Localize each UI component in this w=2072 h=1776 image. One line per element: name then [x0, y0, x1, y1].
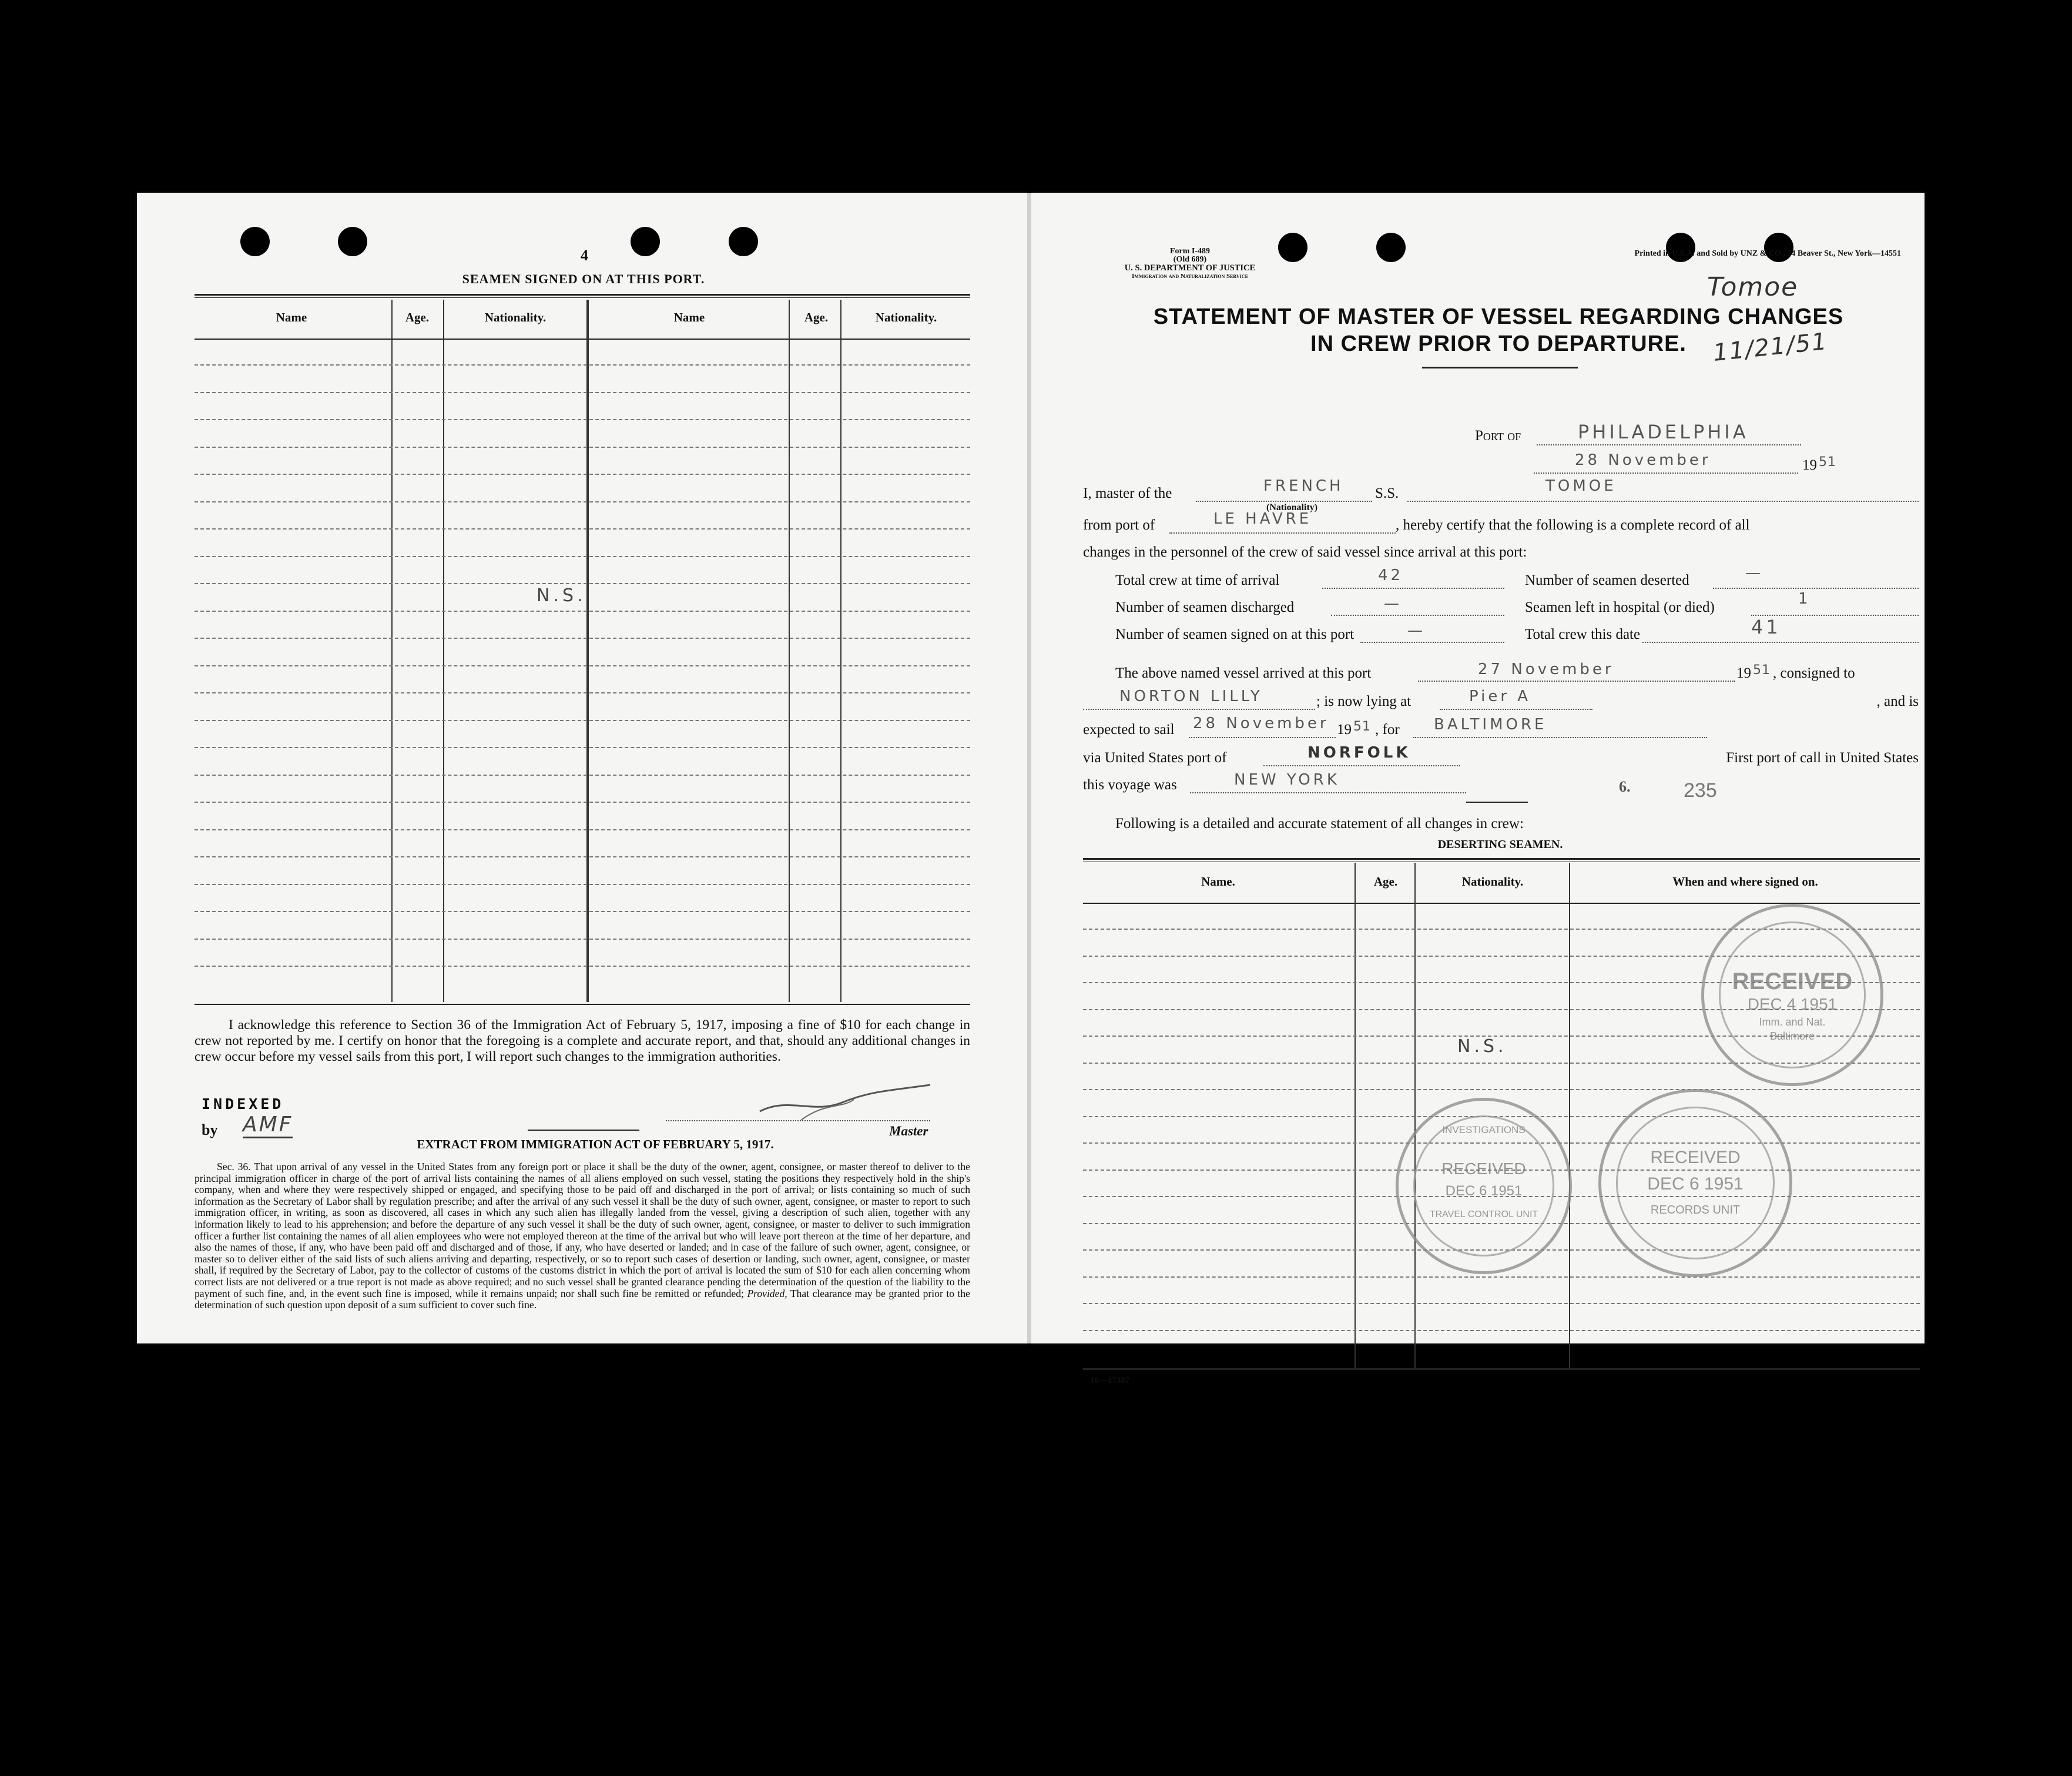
master-label: Master: [889, 1124, 928, 1138]
indexed-by-label: by: [202, 1121, 218, 1138]
arrived-value: 27 November: [1478, 661, 1614, 678]
expected-value: 28 November: [1193, 715, 1329, 732]
table-row: [1083, 1330, 1920, 1331]
deserted-value: —: [1745, 564, 1763, 582]
stamp-number: 6.: [1619, 778, 1631, 795]
first-port-label: First port of call in United States: [1726, 750, 1919, 766]
table-row: [195, 611, 970, 612]
received-stamp: RECEIVED DEC 4 1951 Imm. and Nat. Baltimore: [1701, 904, 1883, 1086]
table-row: [195, 856, 970, 857]
right-page: Form I-489 (Old 689) U. S. DEPARTMENT OF JUSTICE Immigration and Naturalization Service Printed in U.S.A. and Sold by UNZ & CO., 24 Beaver St., New York—14551 Tomoe 11/21/51 STATEMENT OF MASTER OF VESSEL REGARDING CHANGES IN CREW PRIOR TO DEPARTURE. Port of PHILADELPHIA 28 November 19 51 I, master of the FRENCH (Nationality) S.S. TOMOE from port of LE HAVRE , hereby certify that the following is a complete record of all changes in the personnel of the crew of said vessel since arrival at this port: Total crew at time of arrival 42 Number of seamen deserted — Number of seamen discharged — Seamen left in hospital (or died) 1 Number of seamen signed on at this port — Total crew this date 41 The above named vessel arrived at this port 27 November 19 51 , consigned to NORTON LILLY ; is now lying at Pier A , and is expected to sail 28 November 19 51 , for BALTIMORE via United States port of NORFOLK First port of call in United States this voyage was NEW YORK 6. 235 Following is a detailed and accurate statement of all changes in crew: DESERTING SEAMEN. Name. Age. Nationality. When and where signed on. N.S. RECEIVED DEC 4 1951 Imm. and Nat. Baltimore RECEIVED DEC 6 1951 RECORDS UNIT INVESTIGATIONS RECEIVED DEC 6 1951 TRAVEL CONTROL UNIT 16—17387: [1031, 193, 1925, 1343]
form-number: Form I-489: [1169, 247, 1211, 256]
section-text: That upon arrival of any vessel in the United States from any foreign port or place it shall be the duty of the owner, agent, consignee, or master thereof to deliver to the principal immigration officer in charge of the port of arrival lists containing the names of all aliens employed on such vessel, stating the positions they respectively hold in the ship's company, when and where they were respectively shipped or engaged, and specifying those to be paid off and discharged in the port of arrival; or lists containing so much of such information as the Secretary of Labor shall by regulation prescribe; and after the arrival of any such vessel it shall be the duty of such owner, agent, consignee, or master to report to such immigration officer, in writing, as soon as discovered, all cases in which any such alien has illegally landed from the vessel, giving a description of such alien, together with any information likely to lead to his apprehension; and before the departure of any such vessel it shall be the duty of such owner, agent, consignee, or master to deliver to such immigration officer a further list containing the names of all alien employees who were not employed thereon at the time of the arrival but who will leave port thereon at the time of her departure, and also the names of those, if any, who have been paid off and discharged and of those, if any, who have deserted or landed; and in case of the failure of such owner, agent, consignee, or master so to deliver either of the said lists of such aliens arriving and departing, respectively, or so to report such cases of desertion or landing, such owner, agent, consignee, or master shall, if required by the Secretary of Labor, pay to the collector of customs of the customs district in which the port of arrival is located the sum of $10 for each alien concerning whom correct lists are not delivered or a true report is not made as above required; and no such vessel shall be granted clearance pending the determination of the question of the liability to the payment of such fine, and, in the event such fine is imposed, while it remains unpaid; nor shall such fine be remitted or refunded;: [195, 1161, 970, 1299]
for-label: , for: [1375, 722, 1400, 738]
table-top-rule: [195, 294, 970, 296]
handwritten-note: N.S.: [1457, 1036, 1507, 1057]
for-value: BALTIMORE: [1434, 716, 1547, 733]
via-label: via United States port of: [1083, 750, 1227, 766]
discharged-label: Number of seamen discharged: [1115, 599, 1295, 615]
section-36-text: [195, 1161, 970, 1311]
left-page: [137, 193, 1028, 1343]
deserting-title: DESERTING SEAMEN.: [1437, 838, 1563, 851]
table-row: [1083, 1089, 1920, 1090]
column-header: Age.: [1373, 874, 1398, 889]
deserted-label: Number of seamen deserted: [1525, 572, 1689, 588]
hospital-value: 1: [1798, 590, 1811, 608]
section-text-end: That clearance may be granted prior to the determination of such question upon deposit of a sum sufficient to cover such fine.: [195, 1287, 970, 1311]
travel-control-stamp: INVESTIGATIONS RECEIVED DEC 6 1951 TRAVEL CONTROL UNIT: [1396, 1098, 1572, 1274]
punch-hole: [338, 227, 367, 256]
expected-label: expected to sail: [1083, 722, 1175, 738]
table-row: [195, 392, 970, 393]
signed-on-value: —: [1407, 622, 1426, 639]
indexed-stamp: INDEXED: [202, 1095, 284, 1112]
year-prefix: 19: [1802, 457, 1817, 473]
discharged-value: —: [1384, 595, 1402, 612]
master-signature: [754, 1079, 942, 1126]
handwritten-note: N.S.: [537, 585, 586, 606]
from-port-value: LE HAVRE: [1213, 510, 1312, 528]
form-old-number: (Old 689): [1173, 255, 1207, 264]
punch-hole: [631, 227, 660, 256]
lying-value: Pier A: [1469, 688, 1531, 705]
column-header: Age.: [405, 310, 430, 324]
punch-hole: [729, 227, 758, 256]
table-row: [195, 966, 970, 967]
certify-text-2: changes in the personnel of the crew of said vessel since arrival at this port:: [1083, 544, 1527, 560]
nationality-value: FRENCH: [1263, 477, 1344, 495]
table-row: [195, 939, 970, 940]
records-unit-stamp: RECEIVED DEC 6 1951 RECORDS UNIT: [1598, 1089, 1792, 1277]
table-row: [195, 556, 970, 557]
table-row: [1083, 1276, 1920, 1278]
following-text: Following is a detailed and accurate statement of all changes in crew:: [1115, 816, 1524, 832]
column-header: Nationality.: [1461, 874, 1524, 889]
from-port-label: from port of: [1083, 517, 1155, 533]
page-fold: [1027, 193, 1031, 1343]
handwritten-vessel-name: Tomoe: [1707, 272, 1799, 302]
table-row: [195, 775, 970, 776]
column-header: Nationality.: [875, 310, 937, 324]
certify-text: , hereby certify that the following is a complete record of all: [1396, 517, 1750, 533]
consigned-label: , consigned to: [1773, 665, 1855, 681]
arrived-label: The above named vessel arrived at this port: [1115, 665, 1372, 681]
voyage-label: this voyage was: [1083, 777, 1177, 793]
form-title-line1: STATEMENT OF MASTER OF VESSEL REGARDING CHANGES: [1153, 304, 1844, 329]
service: Immigration and Naturalization Service: [1132, 273, 1248, 280]
table-row: [195, 692, 970, 693]
table-row: [195, 447, 970, 448]
port-label: Port of: [1475, 428, 1521, 444]
table-row: [195, 501, 970, 502]
table-row: [195, 474, 970, 475]
column-header: Name: [673, 310, 705, 324]
table-row: [195, 528, 970, 530]
footer-code: 16—17387: [1090, 1376, 1130, 1385]
table-row: [195, 802, 970, 803]
year-value: 51: [1819, 455, 1836, 470]
extract-title: EXTRACT FROM IMMIGRATION ACT OF FEBRUARY 5, 1917.: [417, 1137, 774, 1151]
expected-year-value: 51: [1353, 719, 1371, 734]
printer-line: Printed in U.S.A. and Sold by UNZ & CO., 24 Beaver St., New York—14551: [1634, 249, 1901, 258]
date-value: 28 November: [1575, 451, 1711, 469]
port-value: PHILADELPHIA: [1578, 421, 1749, 443]
total-crew-arrival-label: Total crew at time of arrival: [1115, 572, 1280, 588]
table-row: [195, 720, 970, 721]
page-stamp-number: 235: [1684, 779, 1717, 802]
column-header: Name.: [1201, 874, 1235, 889]
page-number: 4: [581, 247, 588, 264]
column-header: Name: [276, 310, 307, 324]
table-row: [195, 583, 970, 584]
department: U. S. DEPARTMENT OF JUSTICE: [1124, 263, 1256, 273]
arrived-year-value: 51: [1753, 663, 1771, 678]
section-title: SEAMEN SIGNED ON AT THIS PORT.: [462, 272, 705, 286]
ss-label: S.S.: [1375, 485, 1399, 501]
total-crew-arrival-value: 42: [1378, 567, 1404, 584]
table-row: [195, 829, 970, 830]
lying-label: ; is now lying at: [1316, 693, 1411, 709]
master-of-label: I, master of the: [1083, 485, 1172, 501]
table-row: [195, 419, 970, 420]
indexed-initials: AMF: [243, 1112, 293, 1138]
acknowledgment-text: I acknowledge this reference to Section 36 of the Immigration Act of February 5, 1917, imposing a fine of $10 for each change in crew not reported by me. I certify on honor that the foregoing is a complete and accurate report, and that, should any additional changes in crew occur before my vessel sails from this port, I will report such changes to the immigration authorities.: [195, 1017, 970, 1064]
consignee-value: NORTON LILLY: [1119, 688, 1263, 705]
form-header: [1090, 247, 1290, 280]
form-title-line2: IN CREW PRIOR TO DEPARTURE.: [1310, 331, 1687, 356]
nationality-caption: (Nationality): [1266, 502, 1318, 512]
table-row: [1083, 1303, 1920, 1304]
punch-hole: [1376, 233, 1406, 262]
signed-on-label: Number of seamen signed on at this port: [1115, 626, 1354, 642]
table-row: [195, 638, 970, 639]
table-row: [195, 911, 970, 912]
total-crew-date-value: 41: [1751, 616, 1781, 638]
table-row: [195, 665, 970, 666]
master-signature-line: [666, 1120, 930, 1121]
handwritten-date: 11/21/51: [1712, 327, 1829, 367]
punch-hole: [240, 227, 270, 256]
vessel-value: TOMOE: [1545, 477, 1617, 495]
and-is-label: , and is: [1876, 693, 1919, 709]
total-crew-date-label: Total crew this date: [1525, 626, 1641, 642]
section-label: Sec. 36.: [217, 1161, 251, 1172]
column-header: Age.: [804, 310, 829, 324]
table-row: [195, 747, 970, 748]
via-value: NORFOLK: [1307, 744, 1411, 762]
column-header: Nationality.: [484, 310, 547, 324]
table-row: [195, 364, 970, 366]
hospital-label: Seamen left in hospital (or died): [1525, 599, 1715, 615]
table-row: [195, 884, 970, 885]
voyage-value: NEW YORK: [1234, 771, 1340, 789]
column-header: When and where signed on.: [1672, 874, 1818, 889]
provided-label: Provided,: [747, 1287, 787, 1299]
